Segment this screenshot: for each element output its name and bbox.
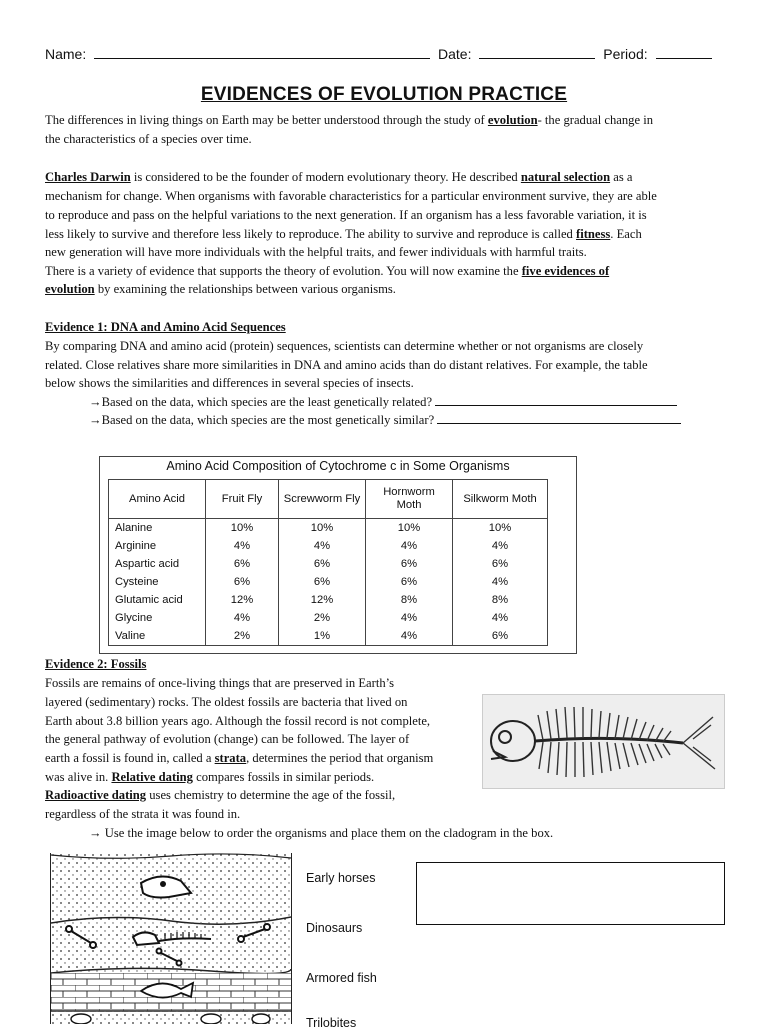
column-header: Screwworm Fly bbox=[279, 480, 366, 519]
strata-layers bbox=[51, 853, 291, 1024]
term-evolution-2: evolution bbox=[45, 282, 95, 296]
darwin-line: new generation will have more individuals with the helpful traits, and fewer individuals with harmful traits. bbox=[45, 245, 587, 259]
darwin-line: evolution by examining the relationships between various organisms. bbox=[45, 282, 396, 296]
amino-acid-table-figure bbox=[99, 456, 577, 654]
table-row: Arginine 4% 4% 4% 4% bbox=[109, 537, 548, 555]
darwin-line: to reproduce and pass on the helpful variations to the next generation. If an organism has a less favorable variation, it is bbox=[45, 208, 647, 222]
fish-skeleton-icon bbox=[483, 695, 724, 788]
evidence2-line: Radioactive dating uses chemistry to determine the age of the fossil, bbox=[45, 788, 396, 802]
fish-fossil-image bbox=[482, 694, 725, 789]
evidence1-heading: Evidence 1: DNA and Amino Acid Sequences bbox=[45, 320, 286, 334]
column-header: Fruit Fly bbox=[206, 480, 279, 519]
question-most-similar: →Based on the data, which species are the most genetically similar? bbox=[89, 411, 719, 430]
darwin-line: mechanism for change. When organisms with favorable characteristics for a particular environment survive, they are able bbox=[45, 189, 657, 203]
column-header: Hornworm Moth bbox=[366, 480, 453, 519]
amino-acid-table bbox=[108, 479, 548, 646]
evidence1-line: By comparing DNA and amino acid (protein) sequences, scientists can determine whether or not organisms are closely bbox=[45, 339, 644, 353]
evidence2-line: the general pathway of evolution (change) can be followed. The layer of bbox=[45, 732, 410, 746]
cladogram-answer-box[interactable] bbox=[416, 862, 725, 925]
term-radioactive-dating: Radioactive dating bbox=[45, 788, 147, 802]
term-strata: strata bbox=[214, 751, 247, 765]
date-label: Date: bbox=[438, 46, 472, 62]
strata-label-trilobites: Trilobites bbox=[306, 1016, 357, 1030]
evidence2-line: layered (sedimentary) rocks. The oldest fossils are bacteria that lived on bbox=[45, 695, 408, 709]
strata-label-armored-fish: Armored fish bbox=[306, 971, 377, 985]
table-row: Aspartic acid 6% 6% 6% 6% bbox=[109, 555, 548, 573]
darwin-line: less likely to survive and therefore less likely to reproduce. The ability to survive and reproduce is called fitness. Each bbox=[45, 227, 642, 241]
column-header: Silkworm Moth bbox=[453, 480, 548, 519]
question-least-related: →Based on the data, which species are the least genetically related? bbox=[89, 393, 719, 412]
evidence1-line: related. Close relatives share more similarities in DNA and amino acids than do distant relatives. For example, the table bbox=[45, 358, 648, 372]
term-natural-selection: natural selection bbox=[520, 170, 611, 184]
column-header: Amino Acid bbox=[109, 480, 206, 519]
answer-least-related[interactable] bbox=[435, 394, 677, 406]
evidence2-line: regardless of the strata it was found in. bbox=[45, 807, 241, 821]
strata-label-early-horses: Early horses bbox=[306, 871, 376, 885]
table-row: Valine 2% 1% 4% 6% bbox=[109, 627, 548, 646]
evidence2-heading: Evidence 2: Fossils bbox=[45, 657, 147, 671]
period-label: Period: bbox=[603, 46, 648, 62]
name-label: Name: bbox=[45, 46, 87, 62]
table-row: Alanine 10% 10% 10% 10% bbox=[109, 519, 548, 538]
term-five-evidences: five evidences of bbox=[521, 264, 610, 278]
term-evolution: evolution bbox=[487, 113, 538, 127]
strata-label-dinosaurs: Dinosaurs bbox=[306, 921, 363, 935]
rock-strata-figure bbox=[50, 853, 292, 1024]
intro-line: the characteristics of a species over time. bbox=[45, 132, 252, 146]
cladogram-instruction: → Use the image below to order the organisms and place them on the cladogram in the box. bbox=[89, 826, 554, 840]
table-row: Glycine 4% 2% 4% 4% bbox=[109, 609, 548, 627]
term-relative-dating: Relative dating bbox=[111, 770, 193, 784]
evidence2-line: Fossils are remains of once-living things that are preserved in Earth’s bbox=[45, 676, 395, 690]
table-row: Cysteine 6% 6% 6% 4% bbox=[109, 573, 548, 591]
darwin-name: Charles Darwin bbox=[45, 170, 131, 184]
evidence1-line: below shows the similarities and differences in several species of insects. bbox=[45, 376, 414, 390]
term-fitness: fitness bbox=[576, 227, 611, 241]
date-field[interactable] bbox=[479, 47, 595, 59]
darwin-line: There is a variety of evidence that supports the theory of evolution. You will now examine the five evidences of bbox=[45, 264, 610, 278]
table-title: Amino Acid Composition of Cytochrome c in Some Organisms bbox=[166, 459, 510, 473]
name-field[interactable] bbox=[94, 47, 430, 59]
evidence2-line: earth a fossil is found in, called a strata, determines the period that organism bbox=[45, 751, 434, 765]
evidence2-line: Earth about 3.8 billion years ago. Although the fossil record is not complete, bbox=[45, 714, 431, 728]
period-field[interactable] bbox=[656, 47, 712, 59]
table-row: Glutamic acid 12% 12% 8% 8% bbox=[109, 591, 548, 609]
answer-most-similar[interactable] bbox=[437, 412, 681, 424]
worksheet-header bbox=[45, 46, 725, 62]
darwin-line: Charles Darwin is considered to be the founder of modern evolutionary theory. He described natural selection as a bbox=[45, 170, 633, 184]
intro-line: The differences in living things on Earth may be better understood through the study of evolution- the gradual change in bbox=[45, 113, 653, 127]
evidence2-line: was alive in. Relative dating compares fossils in similar periods. bbox=[45, 770, 375, 784]
page-title: EVIDENCES OF EVOLUTION PRACTICE bbox=[200, 84, 568, 105]
